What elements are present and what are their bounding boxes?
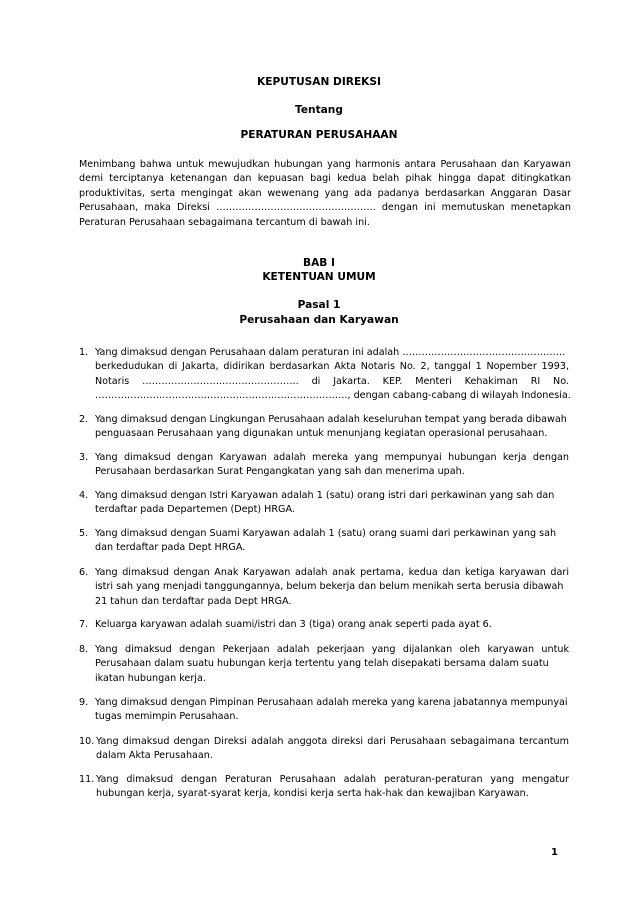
item-text (95, 346, 569, 404)
item-number: 4. (79, 490, 89, 501)
chapter-title: KETENTUAN UMUM (262, 271, 376, 283)
item-line: Keluarga karyawan adalah suami/istri dan 3 (tiga) orang anak seperti pada ayat 6. (95, 619, 492, 630)
item-line: Yang dimaksud dengan Pekerjaan adalah pekerjaan yang dijalankan oleh karyawan untuk (95, 644, 569, 655)
item-text (95, 413, 569, 442)
item-line: hubungan kerja, syarat-syarat kerja, kondisi kerja serta hak-hak dan kewajiban Karyawan. (96, 788, 529, 800)
item-line: dalam Akta Perusahaan. (96, 750, 213, 762)
item-line: Yang dimaksud dengan Pimpinan Perusahaan adalah mereka yang karena jabatannya mempunyai (95, 697, 568, 708)
intro-paragraph (79, 158, 571, 230)
item-number: 3. (79, 452, 89, 463)
item-number: 6. (79, 567, 89, 578)
item-number: 8. (79, 644, 89, 655)
item-line: 21 tahun dan terdaftar pada Dept HRGA. (95, 595, 292, 607)
item-number: 11. (79, 774, 95, 785)
chapter-number: BAB I (303, 257, 335, 269)
intro-line: Menimbang bahwa untuk mewujudkan hubungan yang harmonis antara Perusahaan dan Karyawan (79, 159, 571, 170)
item-line: Yang dimaksud dengan Karyawan adalah mereka yang mempunyai hubungan kerja dengan (95, 452, 569, 463)
item-line: Yang dimaksud dengan Direksi adalah anggota direksi dari Perusahaan sebagaimana tercantum (96, 736, 569, 747)
item-line: berkedudukan di Jakarta, didirikan berdasarkan Akta Notaris No. 2, tanggal 1 Nopember 1993, (95, 361, 569, 373)
item-text (95, 451, 569, 480)
item-line: Yang dimaksud dengan Peraturan Perusahaan adalah peraturan-peraturan yang mengatur (96, 774, 569, 785)
item-number: 5. (79, 528, 89, 539)
item-line: Yang dimaksud dengan Perusahaan dalam peraturan ini adalah …………………………………………… (95, 347, 566, 358)
item-text (95, 618, 569, 632)
item-line: Yang dimaksud dengan Istri Karyawan adalah 1 (satu) orang istri dari perkawinan yang sah dan (95, 490, 555, 501)
item-line: dan terdaftar pada Dept HRGA. (95, 542, 246, 554)
intro-line: Peraturan Perusahaan sebagaimana tercantum di bawah ini. (79, 216, 370, 228)
item-line: istri sah yang menjadi tanggungannya, belum bekerja dan belum menikah serta berusia dibawah (95, 581, 564, 593)
item-line: tugas memimpin Perusahaan. (95, 711, 239, 723)
page-number: 1 (551, 847, 558, 858)
item-line: Notaris …………………………………………. di Jakarta. KEP. Menteri Kehakiman RI No. (95, 375, 569, 387)
intro-line: produktivitas, serta mengingat akan wewenang yang ada padanya berdasarkan Anggaran Dasar (79, 187, 571, 199)
item-text (95, 566, 569, 609)
item-line: Yang dimaksud dengan Anak Karyawan adalah anak pertama, kedua dan ketiga karyawan dari (95, 567, 569, 578)
item-number: 9. (79, 697, 89, 708)
intro-line: Perusahaan, maka Direksi ………………………………………….. dengan ini memutuskan menetapkan (79, 202, 571, 214)
item-text (96, 735, 569, 764)
item-text (95, 696, 569, 725)
item-line: terdaftar pada Departemen (Dept) HRGA. (95, 504, 295, 516)
item-number: 7. (79, 619, 89, 630)
item-number: 1. (79, 347, 89, 358)
document-topic: PERATURAN PERUSAHAAN (240, 129, 398, 141)
item-text (95, 489, 569, 518)
item-line: Perusahaan dalam suatu hubungan kerja tertentu yang telah disepakati bersama dalam suatu (95, 658, 549, 670)
item-line: penguasaan Perusahaan yang digunakan untuk menunjang kegiatan operasional perusahaan. (95, 428, 548, 440)
item-line: Yang dimaksud dengan Lingkungan Perusahaan adalah keseluruhan tempat yang berada dibawah (95, 414, 567, 425)
item-line: ikatan hubungan kerja. (95, 672, 206, 684)
item-line: Perusahaan berdasarkan Surat Pengangkatan yang sah dan menerima upah. (95, 466, 465, 478)
item-number: 2. (79, 414, 89, 425)
item-text (96, 773, 569, 802)
article-number: Pasal 1 (297, 299, 341, 311)
document-title: KEPUTUSAN DIREKSI (257, 76, 381, 88)
intro-line: demi terciptanya ketenangan dan kepuasan bagi kedua belah pihak hingga dapat ditingkatkan (79, 173, 571, 185)
item-number: 10. (79, 736, 95, 747)
item-line: Yang dimaksud dengan Suami Karyawan adalah 1 (satu) orang suami dari perkawinan yang sah (95, 528, 557, 539)
document-subtitle: Tentang (295, 104, 343, 116)
article-title: Perusahaan dan Karyawan (239, 314, 399, 326)
item-text (95, 643, 569, 686)
item-text (95, 527, 569, 556)
item-line: ……………………………………………………………………., dengan cabang-cabang di wilayah Indonesia. (95, 390, 571, 402)
